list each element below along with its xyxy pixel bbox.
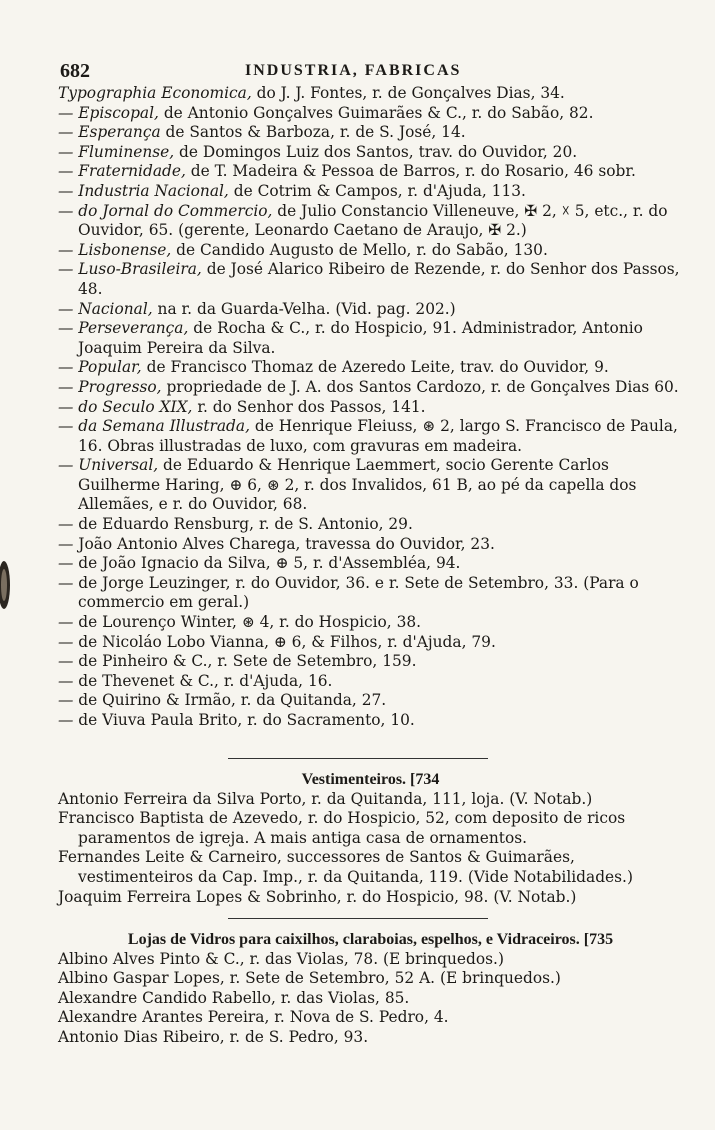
list-item	[58, 319, 683, 358]
entry-text: de Santos & Barboza, r. de S. José, 14.	[160, 123, 466, 142]
list-item	[58, 554, 683, 574]
entry-title: — Industria Nacional,	[58, 181, 229, 200]
entry-title: — Fluminense,	[58, 142, 175, 161]
list-item	[58, 633, 683, 653]
entry-title: — Progresso,	[58, 377, 162, 396]
entry-text: de Pinheiro & C., r. Sete de Setembro, 159.	[73, 652, 417, 671]
section-heading: Lojas de Vidros para caixilhos, claraboias, espelhos, e Vidraceiros. [735	[127, 931, 614, 948]
entry-text: de T. Madeira & Pessoa de Barros, r. do Rosario, 46 sobr.	[185, 162, 636, 181]
entry-text: de Viuva Paula Brito, r. do Sacramento, 10.	[73, 711, 415, 729]
section-divider	[228, 758, 488, 759]
entry-text: de Henrique Fleiuss, ⊛ 2, largo S. Francisco de Paula, 16. Obras illustradas de luxo, com gravuras em madeira.	[78, 417, 678, 455]
list-item: Joaquim Ferreira Lopes & Sobrinho, r. do Hospicio, 98. (V. Notab.)	[58, 887, 577, 906]
entry-title: — Popular,	[58, 358, 142, 377]
page-number: 682	[60, 60, 90, 82]
list-item	[58, 84, 683, 104]
entry-text: de Domingos Luiz dos Santos, trav. do Ouvidor, 20.	[174, 142, 578, 161]
section-heading: Vestimenteiros. [734	[301, 771, 440, 788]
entry-title: —	[58, 652, 74, 671]
entry-title: — Luso-Brasileira,	[58, 260, 202, 279]
entry-text: de Eduardo Rensburg, r. de S. Antonio, 29.	[73, 515, 413, 534]
entry-title: — Nacional,	[58, 299, 153, 318]
entry-title: — Perseverança,	[58, 319, 189, 338]
list-item	[58, 143, 683, 163]
entry-title: —	[58, 691, 74, 710]
list-item	[58, 123, 683, 143]
list-item	[58, 182, 683, 202]
list-item	[58, 398, 683, 418]
entry-title: —	[58, 534, 74, 553]
entry-title: — Universal,	[58, 456, 159, 475]
vidros-section	[58, 930, 683, 1048]
entry-title: — Esperança	[58, 123, 161, 142]
entry-title: — do Seculo XIX,	[58, 397, 193, 416]
list-item	[58, 535, 683, 555]
list-item: Alexandre Arantes Pereira, r. Nova de S. Pedro, 4.	[58, 1008, 449, 1027]
list-item: Albino Gaspar Lopes, r. Sete de Setembro, 52 A. (E brinquedos.)	[58, 969, 561, 988]
list-item: Albino Alves Pinto & C., r. das Violas, 78. (E brinquedos.)	[58, 949, 504, 968]
entry-title: Typographia Economica,	[58, 84, 252, 102]
entry-title: —	[58, 632, 74, 651]
margin-ornament-icon	[0, 555, 14, 615]
entry-title: — Lisbonense,	[58, 240, 172, 259]
entry-text: de Quirino & Irmão, r. da Quitanda, 27.	[73, 691, 387, 710]
list-item	[58, 456, 683, 515]
list-item	[58, 652, 683, 672]
list-item	[58, 300, 683, 320]
entry-title: —	[58, 671, 74, 690]
entry-text: de João Ignacio da Silva, ⊕ 5, r. d'Assembléa, 94.	[73, 554, 461, 573]
list-item	[58, 574, 683, 613]
entry-title: —	[58, 613, 74, 632]
entry-title: — Episcopal,	[58, 103, 159, 122]
vidros-list	[58, 950, 683, 1048]
list-item	[58, 417, 683, 456]
list-item	[58, 378, 683, 398]
entry-text: de José Alarico Ribeiro de Rezende, r. do Senhor dos Passos, 48.	[78, 260, 680, 298]
entry-text: de Jorge Leuzinger, r. do Ouvidor, 36. e r. Sete de Setembro, 33. (Para o commercio em geral.)	[73, 573, 639, 612]
entry-text: propriedade de J. A. dos Santos Cardozo, r. de Gonçalves Dias 60.	[161, 377, 679, 396]
list-item	[58, 672, 683, 692]
entry-title: — da Semana Illustrada,	[58, 417, 250, 436]
vestimenteiros-list	[58, 790, 683, 908]
list-item	[58, 260, 683, 299]
entry-title: —	[58, 711, 74, 729]
list-item	[58, 358, 683, 378]
entry-text: de Antonio Gonçalves Guimarães & C., r. do Sabão, 82.	[158, 103, 594, 122]
entry-text: do J. J. Fontes, r. de Gonçalves Dias, 34.	[251, 84, 565, 102]
entry-text: na r. da Guarda-Velha. (Vid. pag. 202.)	[152, 299, 456, 318]
entry-title: —	[58, 573, 74, 592]
list-item	[58, 691, 683, 711]
entry-text: de Francisco Thomaz de Azeredo Leite, trav. do Ouvidor, 9.	[141, 358, 609, 377]
entry-text: João Antonio Alves Charega, travessa do Ouvidor, 23.	[73, 534, 495, 553]
entry-title: —	[58, 515, 74, 534]
list-item	[58, 202, 683, 241]
entry-text: de Julio Constancio Villeneuve, ✠ 2, ☓ 5, etc., r. do Ouvidor, 65. (gerente, Leonardo Caetano de Araujo, ✠ 2.)	[78, 201, 668, 240]
entry-text: de Rocha & C., r. do Hospicio, 91. Administrador, Antonio Joaquim Pereira da Silva.	[78, 319, 643, 357]
entry-text: de Nicoláo Lobo Vianna, ⊕ 6, & Filhos, r. d'Ajuda, 79.	[73, 632, 496, 651]
list-item: Francisco Baptista de Azevedo, r. do Hospicio, 52, com deposito de ricos paramentos de igreja. A mais antiga casa de ornamentos.	[58, 809, 626, 847]
list-item: Alexandre Candido Rabello, r. das Violas, 85.	[58, 988, 410, 1007]
entry-title: — Fraternidade,	[58, 162, 186, 181]
entry-text: de Eduardo & Henrique Laemmert, socio Gerente Carlos Guilherme Haring, ⊕ 6, ⊛ 2, r. dos Invalidos, 61 B, ao pé da capella dos Allemães, e r. do Ouvidor, 68.	[78, 456, 637, 514]
list-item	[58, 711, 683, 731]
list-item: Antonio Dias Ribeiro, r. de S. Pedro, 93.	[58, 1027, 369, 1046]
entry-title: —	[58, 554, 74, 573]
entry-title: — do Jornal do Commercio,	[58, 201, 273, 220]
entry-text: r. do Senhor dos Passos, 141.	[192, 397, 426, 416]
entry-text: de Candido Augusto de Mello, r. do Sabão, 130.	[171, 240, 548, 259]
running-title: INDUSTRIA, FABRICAS	[245, 62, 462, 79]
entry-text: de Lourenço Winter, ⊛ 4, r. do Hospicio, 38.	[73, 613, 422, 632]
list-item	[58, 613, 683, 633]
typography-entries	[58, 84, 683, 731]
list-item: Antonio Ferreira da Silva Porto, r. da Quitanda, 111, loja. (V. Notab.)	[58, 789, 593, 808]
list-item: Fernandes Leite & Carneiro, successores de Santos & Guimarães, vestimenteiros da Cap. Imp., r. da Quitanda, 119. (Vide Notabilidades.)	[58, 848, 633, 886]
vestimenteiros-section	[58, 770, 683, 907]
section-divider	[228, 918, 488, 919]
list-item	[58, 104, 683, 124]
entry-text: de Thevenet & C., r. d'Ajuda, 16.	[73, 671, 333, 690]
entry-text: de Cotrim & Campos, r. d'Ajuda, 113.	[228, 181, 526, 200]
list-item	[58, 241, 683, 261]
page-header	[60, 60, 680, 84]
list-item	[58, 162, 683, 182]
list-item	[58, 515, 683, 535]
